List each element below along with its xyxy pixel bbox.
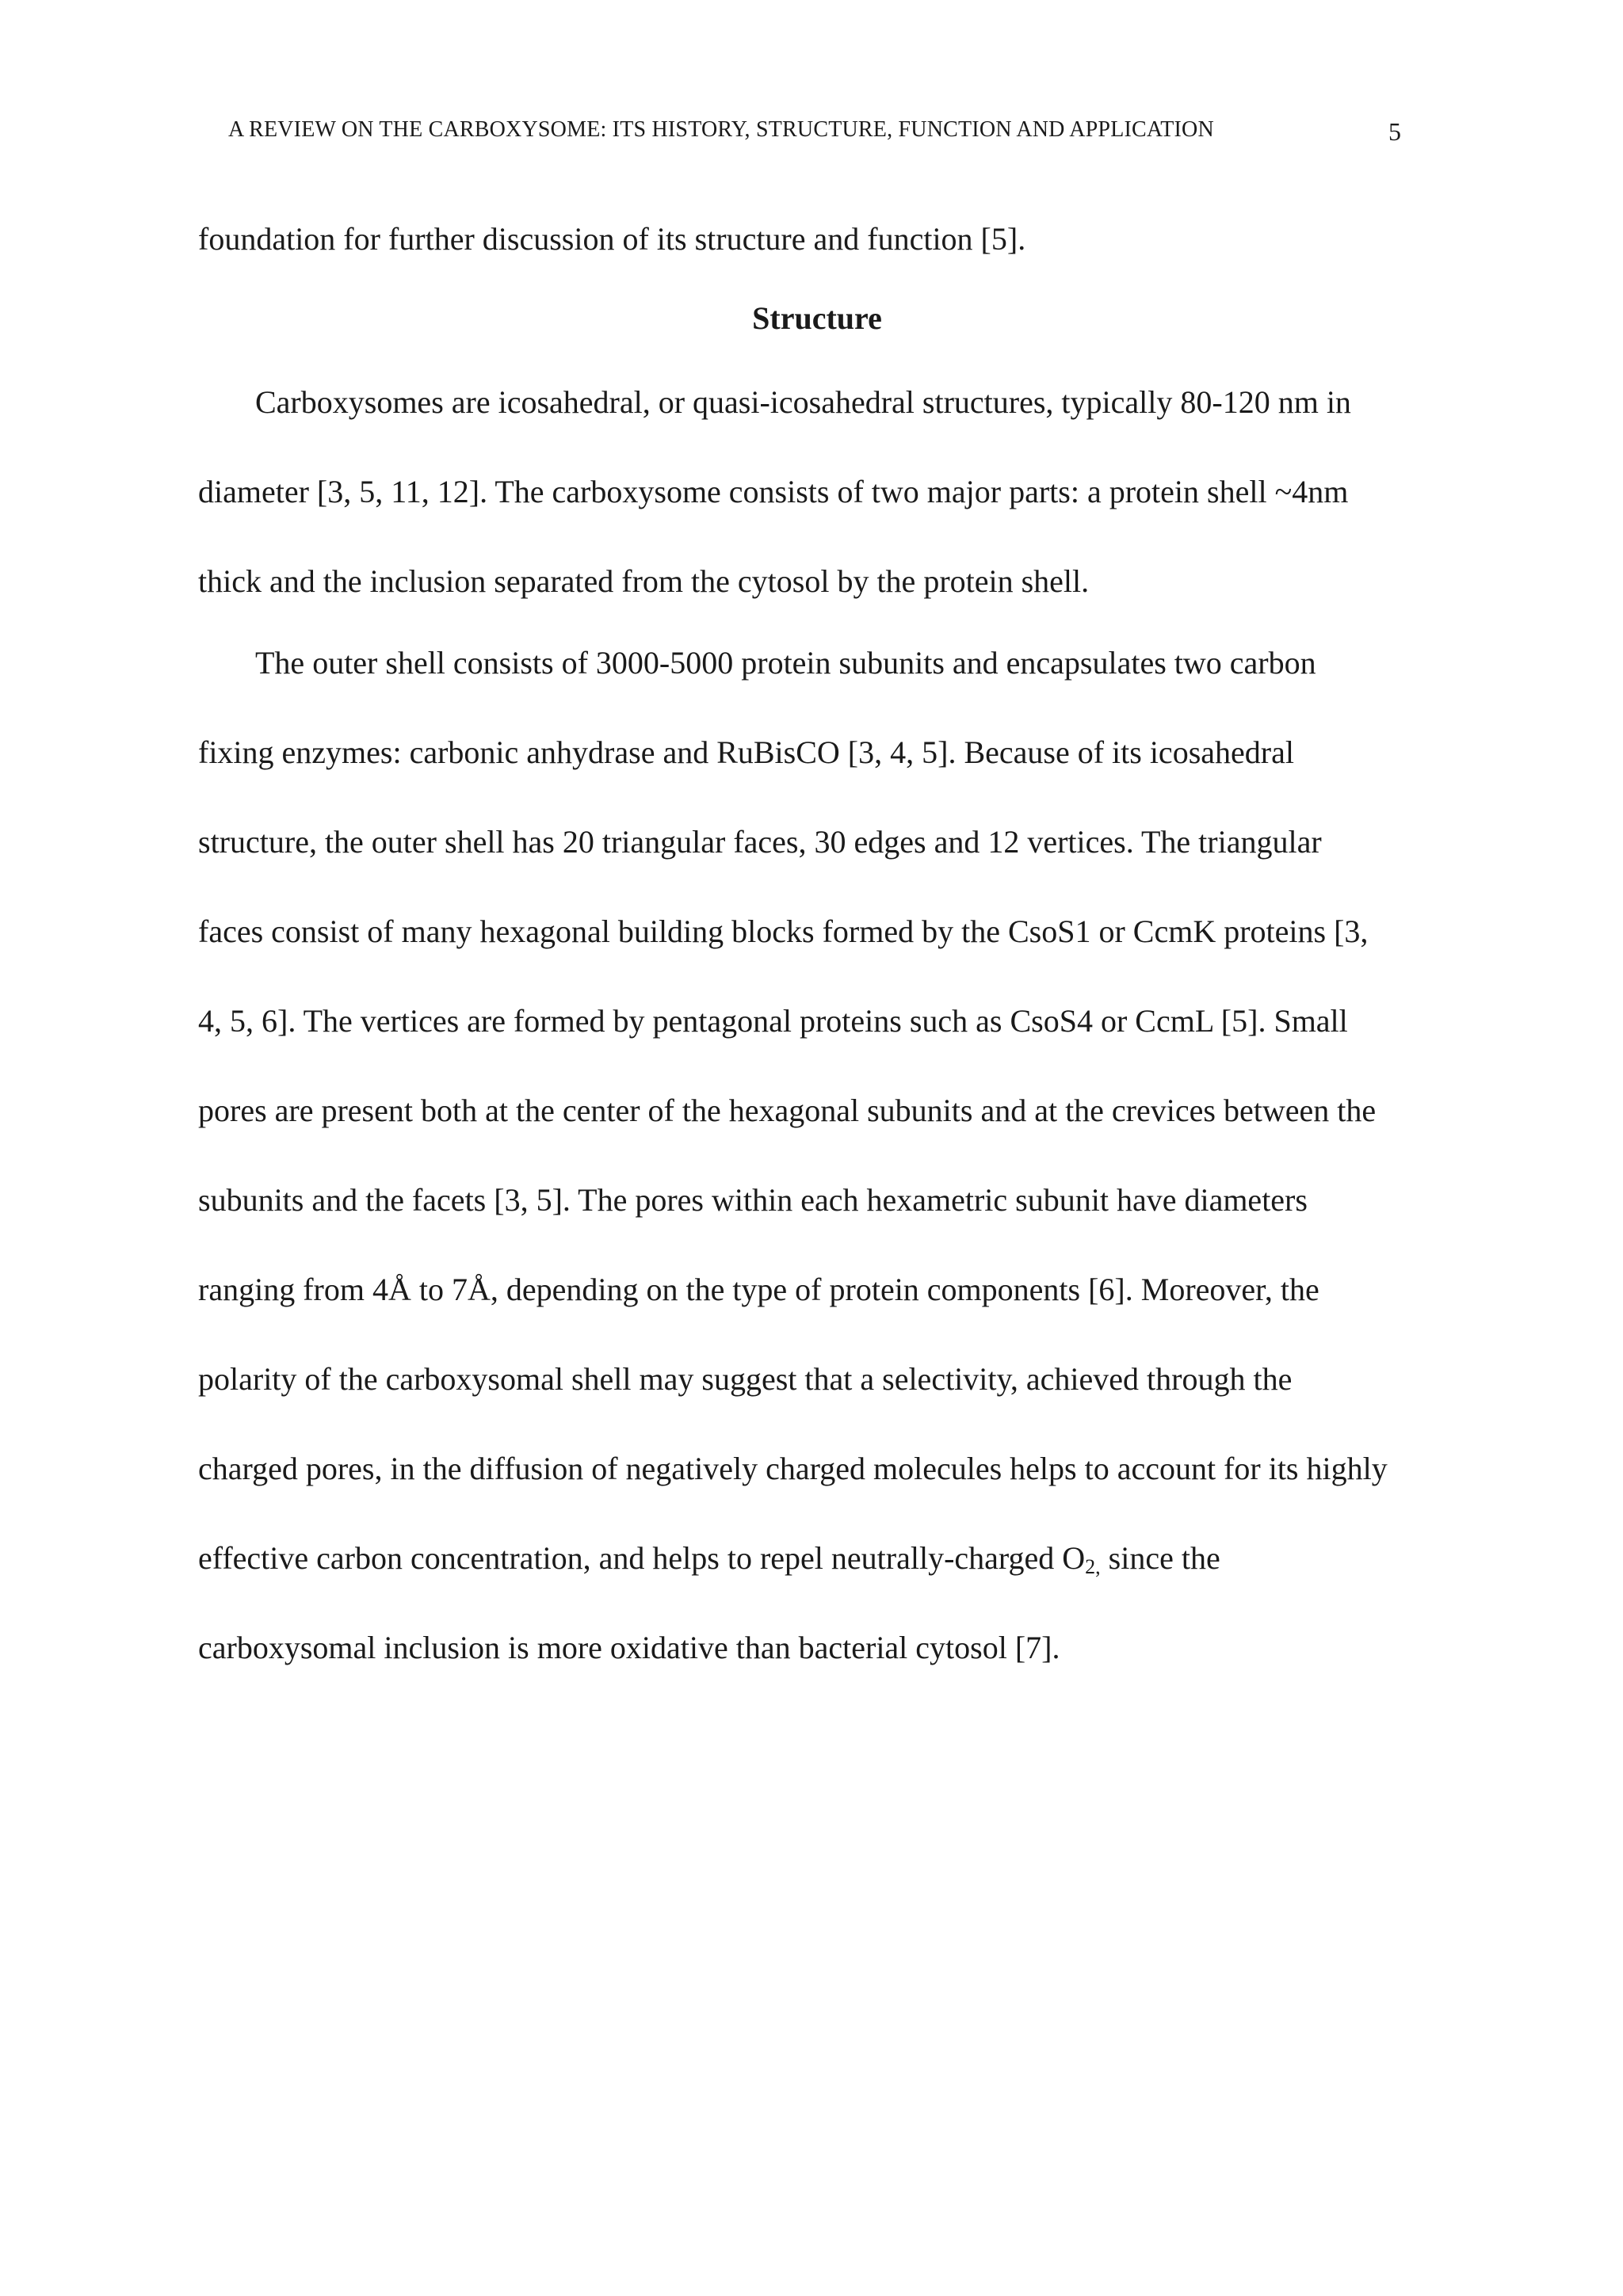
paragraph-line: polarity of the carboxysomal shell may suggest that a selectivity, achieved through the [198, 1361, 1293, 1397]
paragraph-line: faces consist of many hexagonal building blocks formed by the CsoS1 or CcmK proteins [3, [198, 913, 1369, 949]
section-heading: Structure [752, 300, 882, 336]
paragraph-line: charged pores, in the diffusion of negatively charged molecules helps to account for its highly [198, 1451, 1388, 1486]
o2-text-before: effective carbon concentration, and helps to repel neutrally-charged O [198, 1540, 1086, 1576]
paragraph-line: ranging from 4Å to 7Å, depending on the type of protein components [6]. Moreover, the [198, 1272, 1319, 1307]
page-number: 5 [1388, 117, 1401, 146]
o2-text-after: since the [1100, 1540, 1220, 1576]
running-head: A REVIEW ON THE CARBOXYSOME: ITS HISTORY, STRUCTURE, FUNCTION AND APPLICATION [228, 117, 1214, 142]
paragraph-line: thick and the inclusion separated from the cytosol by the protein shell. [198, 563, 1090, 599]
paragraph-line: fixing enzymes: carbonic anhydrase and RuBisCO [3, 4, 5]. Because of its icosahedral [198, 734, 1294, 770]
paragraph-line-o2 [198, 1539, 1220, 1577]
paragraph-line: subunits and the facets [3, 5]. The pores within each hexametric subunit have diameters [198, 1182, 1308, 1218]
paragraph-last-line: carboxysomal inclusion is more oxidative than bacterial cytosol [7]. [198, 1630, 1060, 1665]
o2-subscript: 2, [1085, 1555, 1101, 1578]
paragraph-line: structure, the outer shell has 20 triangular faces, 30 edges and 12 vertices. The triangular [198, 824, 1322, 860]
paragraph-line: pores are present both at the center of the hexagonal subunits and at the crevices between the [198, 1093, 1377, 1128]
continuation-line: foundation for further discussion of its structure and function [5]. [198, 221, 1026, 257]
paragraph-line: Carboxysomes are icosahedral, or quasi-icosahedral structures, typically 80-120 nm in [255, 384, 1351, 420]
paragraph-line: diameter [3, 5, 11, 12]. The carboxysome consists of two major parts: a protein shell ~4nm [198, 474, 1349, 509]
paragraph-line: The outer shell consists of 3000-5000 protein subunits and encapsulates two carbon [255, 645, 1316, 681]
paragraph-line: 4, 5, 6]. The vertices are formed by pentagonal proteins such as CsoS4 or CcmL [5]. Small [198, 1003, 1348, 1039]
